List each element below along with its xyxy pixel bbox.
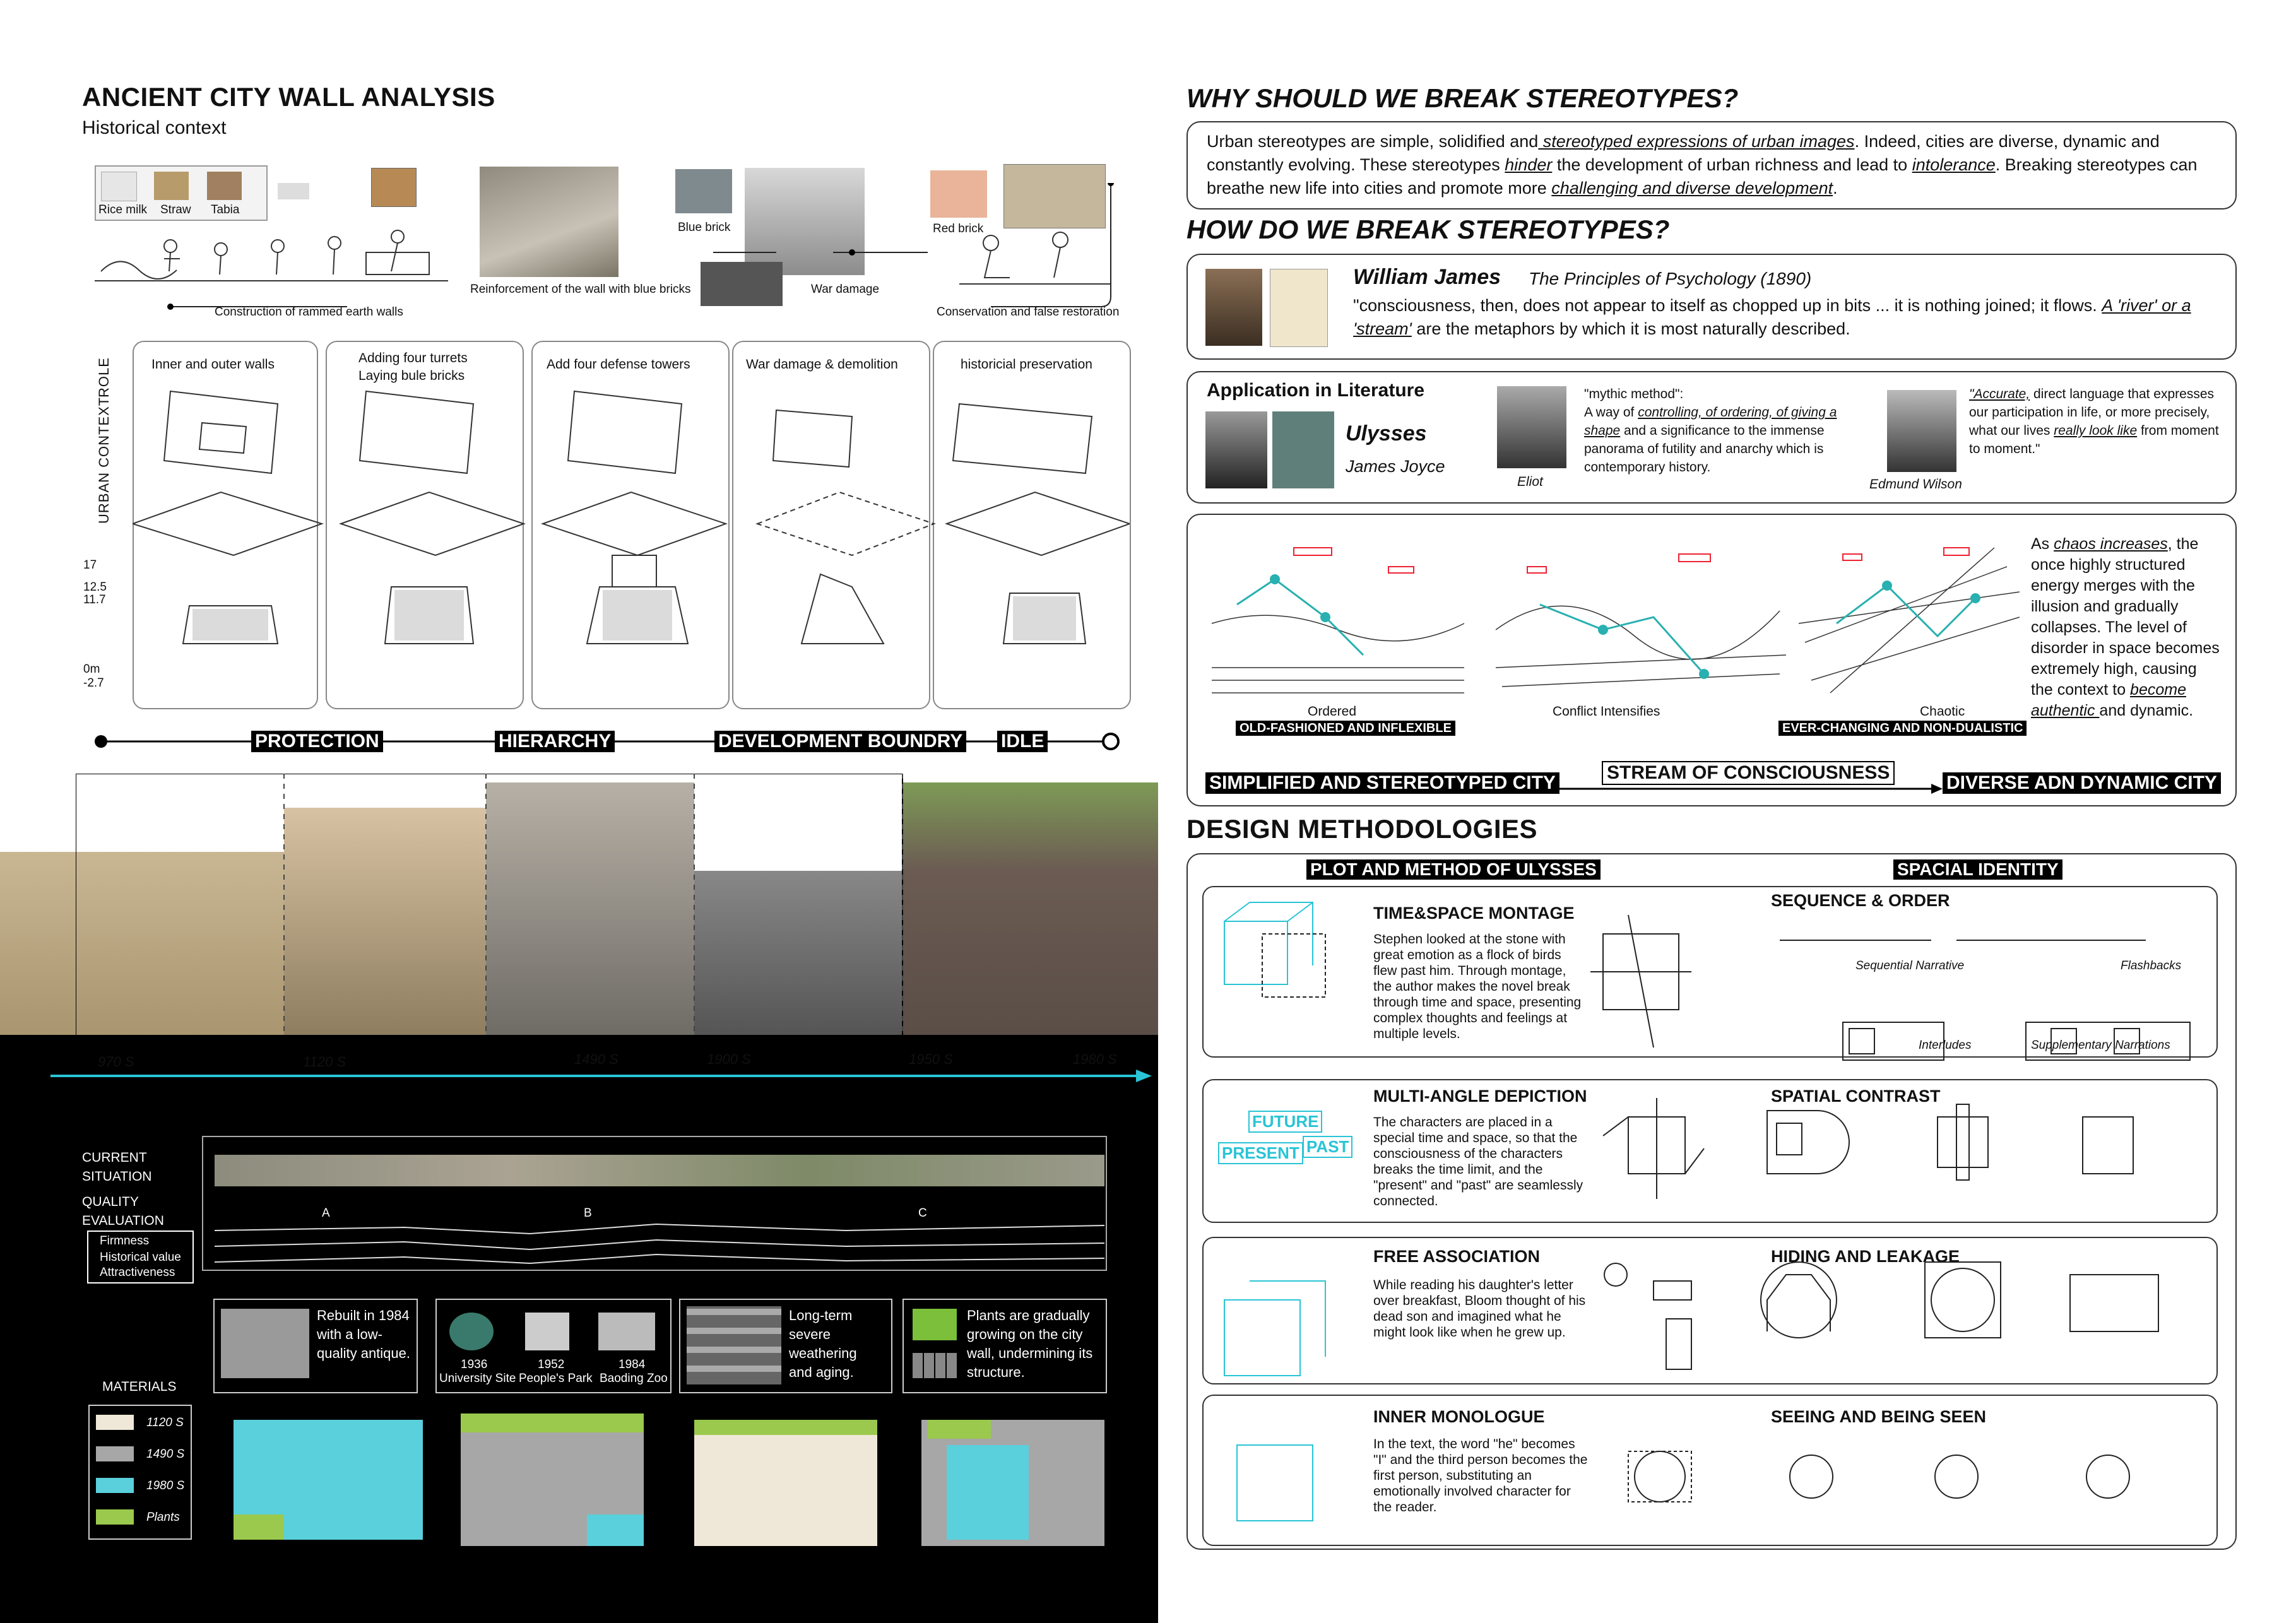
why-t5: .: [1833, 179, 1838, 198]
caption-reinforcement: Reinforcement of the wall with blue bricks: [470, 283, 691, 296]
materials-title: MATERIALS: [102, 1379, 177, 1394]
method-text-4: In the text, the word "he" becomes "I" and the third person becomes the first person, substituting an emotionally involved character for the reader.: [1373, 1437, 1588, 1514]
year-970: 970 S: [98, 1054, 134, 1070]
col-spacial-identity: SPACIAL IDENTITY: [1893, 859, 2062, 880]
material-model-b: [461, 1432, 644, 1546]
state-chaotic: Chaotic: [1920, 704, 1965, 719]
quality-legend: [87, 1231, 194, 1284]
james-qu: A 'river' or a 'stream': [1353, 296, 2191, 338]
panorama-frame: [76, 774, 1136, 1077]
site-name-1984: Baoding Zoo: [600, 1372, 668, 1385]
chaos-u: chaos increases: [2054, 535, 2168, 553]
blue-brick-label: Blue brick: [678, 221, 731, 234]
repair-block: [587, 1514, 644, 1546]
design-title: DESIGN METHODOLOGIES: [1186, 814, 1538, 844]
wilson-portrait: [1887, 390, 1956, 472]
joyce-portrait: [1205, 411, 1267, 488]
site-year-1984: 1984: [618, 1358, 646, 1371]
repair-block: [947, 1445, 1029, 1540]
weathering-photos: [687, 1306, 781, 1384]
role-label: ROLE: [96, 357, 112, 398]
legend-label-plants: Plants: [146, 1511, 180, 1524]
legend-label-1980: 1980 S: [146, 1479, 185, 1492]
chaos-a: As: [2031, 535, 2054, 553]
chaos-u2: become authentic: [2031, 681, 2186, 719]
james-box: [1186, 254, 2237, 360]
quality-historical: Historical value: [100, 1251, 181, 1264]
note-rebuilt: Rebuilt in 1984 with a low-quality antique.: [317, 1307, 410, 1361]
stage-title: Adding four turrets Laying bule bricks: [358, 351, 468, 383]
plants-top: [694, 1420, 877, 1435]
year-1900: 1900 S: [707, 1051, 751, 1067]
legend-swatch-1490: [96, 1446, 134, 1461]
word-past: PAST: [1303, 1136, 1352, 1158]
chaos-c: and dynamic.: [2099, 702, 2194, 719]
why-t3: the development of urban richness and lead to: [1552, 155, 1912, 174]
site-year-1952: 1952: [538, 1358, 565, 1371]
stream-label: STREAM OF CONSCIOUSNESS: [1602, 761, 1895, 785]
wilson-q2: from moment to moment.": [1969, 423, 2219, 456]
state-conflict: Conflict Intensifies: [1553, 704, 1660, 719]
why-u3: intolerance: [1912, 155, 1996, 174]
rebuilt-photo: [221, 1309, 309, 1378]
wilson-q1: direct language that expresses our participation in life, or more precisely, what our lives: [1969, 387, 2215, 438]
method-text-3: While reading his daughter's letter over breakfast, Bloom thought of his dead son and imagined what he might look like when he grew up.: [1373, 1278, 1586, 1340]
spatial-title-3: HIDING AND LEAKAGE: [1771, 1247, 1960, 1266]
plants-top: [928, 1420, 991, 1439]
legend-label-1120: 1120 S: [146, 1416, 184, 1429]
seq-flashbacks: Flashbacks: [2121, 959, 2182, 972]
legend-label-1490: 1490 S: [146, 1448, 185, 1461]
band-diverse-city: DIVERSE ADN DYNAMIC CITY: [1943, 772, 2221, 794]
literature-book: Ulysses: [1346, 422, 1427, 446]
university-logo-icon: [449, 1313, 494, 1350]
eliot-q2: A way of: [1584, 405, 1638, 420]
col-plot-method: PLOT AND METHOD OF ULYSSES: [1306, 859, 1601, 880]
year-axis: [50, 1066, 1161, 1085]
site-name-1952: People's Park: [519, 1372, 593, 1385]
stage-diagrams: [133, 379, 1130, 707]
quality-firmness: Firmness: [100, 1234, 150, 1248]
materials-legend: [88, 1405, 192, 1540]
word-future: FUTURE: [1248, 1111, 1322, 1133]
legend-swatch-1120: [96, 1415, 134, 1430]
james-quote: [1353, 294, 2211, 341]
material-model-c: [694, 1432, 877, 1546]
seq-supplementary: Supplementary Narrations: [2031, 1039, 2170, 1052]
urban-context-label: URBAN CONTEXT: [96, 396, 112, 524]
quality-evaluation-label: QUALITY EVALUATION: [82, 1195, 164, 1228]
literature-box: [1186, 371, 2237, 504]
james-q1: "consciousness, then, does not appear to itself as chopped up in bits ... it is nothing joined; it flows.: [1353, 296, 2102, 315]
phase-protection: PROTECTION: [251, 731, 383, 752]
method-title-2: MULTI-ANGLE DEPICTION: [1373, 1087, 1587, 1106]
method-title-3: FREE ASSOCIATION: [1373, 1247, 1541, 1266]
site-history-card: [435, 1299, 672, 1393]
segment-a: A: [322, 1207, 330, 1220]
stage-title: War damage & demolition: [746, 357, 898, 372]
method-title-4: INNER MONOLOGUE: [1373, 1407, 1545, 1426]
why-u1: stereotyped expressions of urban images: [1538, 132, 1855, 151]
year-1950: 1950 S: [909, 1051, 953, 1067]
segment-c: C: [918, 1207, 927, 1220]
spatial-title-2: SPATIAL CONTRAST: [1771, 1087, 1941, 1106]
rice-milk-label: Rice milk: [98, 203, 148, 216]
seq-sequential: Sequential Narrative: [1855, 959, 1965, 972]
literature-author: James Joyce: [1346, 457, 1445, 476]
how-title: HOW DO WE BREAK STEREOTYPES?: [1186, 215, 1670, 244]
year-1980: 1980 S: [1073, 1051, 1117, 1067]
wilson-quote: [1969, 385, 2222, 458]
phase-development: DEVELOPMENT BOUNDRY: [714, 731, 966, 752]
eliot-quote: [1584, 385, 1849, 476]
spatial-title-1: SEQUENCE & ORDER: [1771, 891, 1950, 910]
phase-hierarchy: HIERARCHY: [495, 731, 615, 752]
caption-war-damage: War damage: [811, 283, 880, 296]
year-1120: 1120 S: [303, 1054, 346, 1070]
plants-top: [461, 1413, 644, 1432]
legend-swatch-plants: [96, 1509, 134, 1525]
red-brick-label: Red brick: [933, 222, 984, 235]
why-text: [1207, 130, 2216, 200]
james-name: William James: [1353, 265, 1501, 289]
note-card-weathering: [679, 1299, 892, 1393]
wilson-u1: "Accurate,: [1969, 387, 2030, 401]
segment-b: B: [584, 1207, 592, 1220]
why-box: [1186, 121, 2237, 210]
material-model-a: [234, 1420, 423, 1540]
current-situation-label: CURRENT SITUATION: [82, 1150, 152, 1184]
eliot-q1: "mythic method":: [1584, 387, 1684, 401]
zoo-photo: [598, 1313, 655, 1350]
phase-idle: IDLE: [997, 731, 1048, 752]
band-simplified-city: SIMPLIFIED AND STEREOTYPED CITY: [1205, 772, 1559, 794]
chaos-diagrams: [1199, 529, 2020, 705]
james-book: The Principles of Psychology (1890): [1529, 269, 1812, 288]
stage-title: Add four defense towers: [547, 357, 690, 372]
wilson-u2: really look like: [2054, 423, 2138, 438]
site-name-1936: University Site: [439, 1372, 516, 1385]
note-plants: Plants are gradually growing on the city wall, undermining its structure.: [967, 1307, 1093, 1380]
caption-construction: Construction of rammed earth walls: [215, 305, 403, 319]
band-old-fashioned: OLD-FASHIONED AND INFLEXIBLE: [1236, 721, 1455, 736]
caption-conservation: Conservation and false restoration: [937, 305, 1120, 319]
state-ordered: Ordered: [1308, 704, 1357, 719]
year-1490: 1490 S: [574, 1051, 618, 1067]
quality-curves: [215, 1218, 1104, 1268]
site-year-1936: 1936: [461, 1358, 488, 1371]
why-u2: hinder: [1505, 155, 1553, 174]
method-illustrations: [1212, 896, 2209, 1540]
method-text-2: The characters are placed in a special time and space, so that the consciousness of the characters breaks the time limit, and the "present" and "past" are seamlessly connected.: [1373, 1115, 1583, 1208]
wilson-name: Edmund Wilson: [1869, 477, 1962, 492]
eliot-portrait: [1497, 386, 1566, 468]
material-model-d: [921, 1420, 1104, 1546]
word-present: PRESENT: [1218, 1142, 1303, 1164]
park-photo: [525, 1313, 569, 1350]
height-12-5: 12.5: [83, 581, 107, 594]
plant-icon: [913, 1309, 957, 1340]
chaos-text: [2031, 534, 2220, 721]
note-card-plants: [902, 1299, 1107, 1393]
why-title: WHY SHOULD WE BREAK STEREOTYPES?: [1186, 83, 1739, 113]
left-title: ANCIENT CITY WALL ANALYSIS: [82, 82, 495, 112]
left-subtitle: Historical context: [82, 117, 227, 138]
eliot-u: controlling, of ordering, of giving a shape: [1584, 405, 1837, 438]
why-t4: . Breaking stereotypes can breathe new life into cities and promote more: [1207, 155, 2198, 198]
why-t2: . Indeed, cities are diverse, dynamic and constantly evolving. These stereotypes: [1207, 132, 2160, 174]
height-0m: 0m: [83, 663, 100, 676]
literature-title: Application in Literature: [1207, 380, 1425, 401]
why-t1: Urban stereotypes are simple, solidified and: [1207, 132, 1539, 151]
band-ever-changing: EVER-CHANGING AND NON-DUALISTIC: [1778, 721, 2027, 736]
seq-interludes: Interludes: [1919, 1039, 1972, 1052]
eliot-q3: and a significance to the immense panorama of futility and anarchy which is contemporary history.: [1584, 423, 1825, 475]
height-11-7: 11.7: [83, 593, 106, 606]
book-cover-image: [1270, 269, 1328, 347]
note-weathering: Long-term severe weathering and aging.: [789, 1307, 857, 1380]
note-card-rebuilt: [213, 1299, 418, 1393]
height-17: 17: [83, 558, 97, 572]
eliot-name: Eliot: [1517, 475, 1543, 489]
tabia-label: Tabia: [211, 203, 240, 216]
ulysses-cover: [1272, 411, 1334, 488]
height-neg-2-7: -2.7: [83, 676, 104, 690]
current-strip-photo: [215, 1155, 1104, 1186]
spatial-title-4: SEEING AND BEING SEEN: [1771, 1407, 1987, 1426]
method-title-1: TIME&SPACE MONTAGE: [1373, 904, 1575, 923]
william-james-portrait: [1205, 269, 1262, 346]
plants-block: [234, 1514, 284, 1540]
straw-label: Straw: [160, 203, 191, 216]
method-text-1: Stephen looked at the stone with great emotion as a flock of birds flew past him. Through montage, the author makes the novel break through time and space, presenting complex thoughts and feelings at multiple levels.: [1373, 932, 1582, 1041]
chaos-b: , the once highly structured energy merges with the illusion and gradually collapses. The level of disorder in space becomes extremely high, causing the context to: [2031, 535, 2220, 699]
brick-wall-icon: [913, 1353, 957, 1378]
james-q2: are the metaphors by which it is most naturally described.: [1411, 319, 1850, 338]
history-timeline-lines: [95, 183, 1120, 322]
stage-title: historicial preservation: [961, 357, 1092, 372]
legend-swatch-1980: [96, 1478, 134, 1493]
quality-attractiveness: Attractiveness: [100, 1266, 175, 1279]
stage-title: Inner and outer walls: [151, 357, 275, 372]
why-u4: challenging and diverse development: [1551, 179, 1833, 198]
